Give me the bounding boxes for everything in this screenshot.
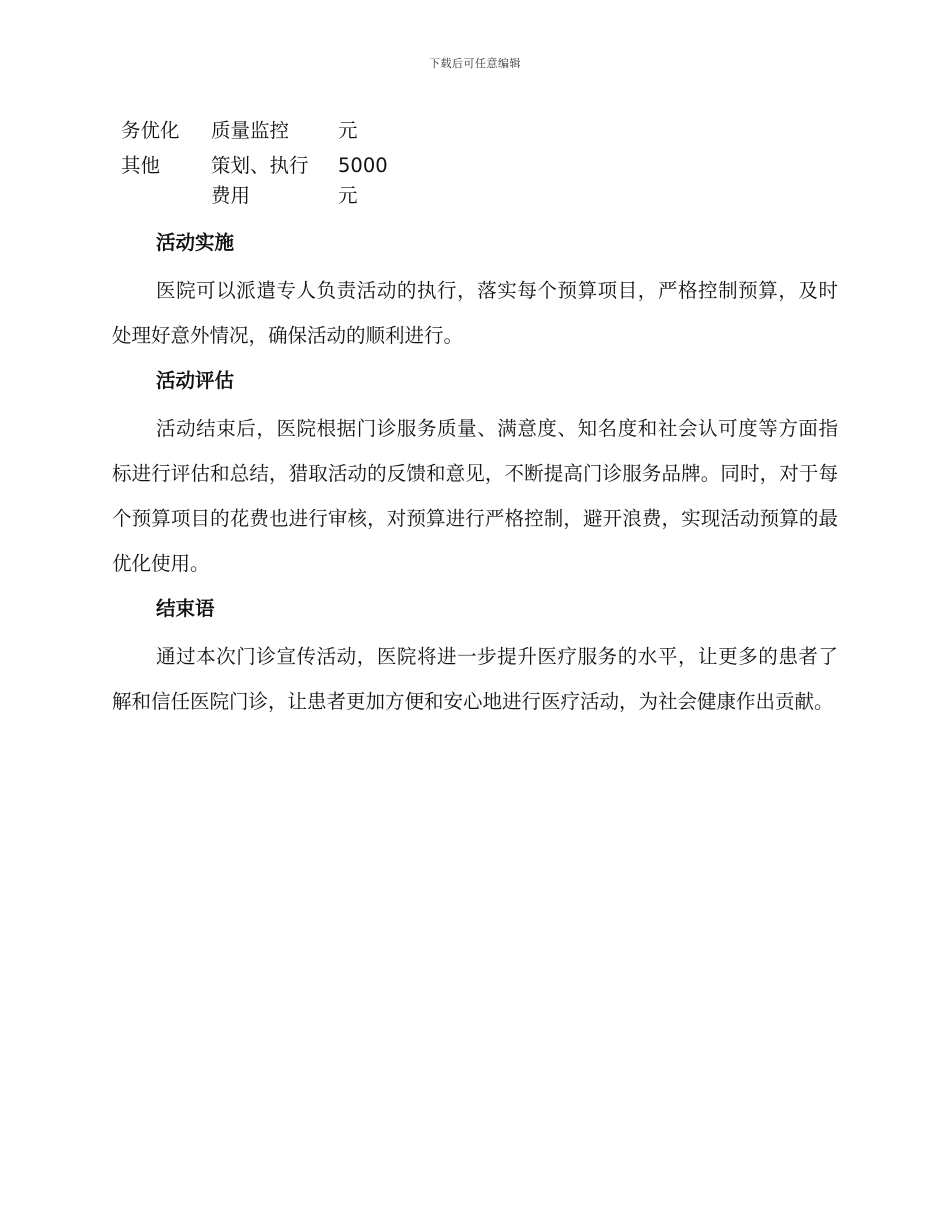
budget-amount-cell: 5000 元 bbox=[338, 154, 388, 207]
table-row bbox=[121, 116, 418, 146]
budget-content-cell: 策划、执行 费用 bbox=[211, 154, 309, 207]
budget-amount-cell: 元 bbox=[338, 119, 358, 142]
page-header-note: 下载后可任意编辑 bbox=[429, 57, 521, 70]
section-heading-evaluation: 活动评估 bbox=[156, 369, 235, 392]
budget-table bbox=[121, 116, 418, 211]
section-paragraph-evaluation: 活动结束后，医院根据门诊服务质量、满意度、知名度和社会认可度等方面指标进行评估和总结，猎取活动的反馈和意见，不断提高门诊服务品牌。同时，对于每个预算项目的花费也进行审核，对预算进行严格控制，避开浪费，实现活动预算的最优化使用。 bbox=[112, 417, 838, 575]
table-row bbox=[121, 151, 418, 211]
section-paragraph-conclusion: 通过本次门诊宣传活动，医院将进一步提升医疗服务的水平，让更多的患者了解和信任医院门诊，让患者更加方便和安心地进行医疗活动，为社会健康作出贡献。 bbox=[112, 645, 838, 713]
document-body bbox=[112, 225, 838, 724]
section-paragraph-implementation: 医院可以派遣专人负责活动的执行，落实每个预算项目，严格控制预算，及时处理好意外情况，确保活动的顺利进行。 bbox=[112, 279, 838, 347]
budget-item-cell: 务优化 bbox=[121, 119, 180, 142]
budget-content-cell: 质量监控 bbox=[211, 119, 290, 142]
section-heading-implementation: 活动实施 bbox=[156, 231, 235, 254]
budget-item-cell: 其他 bbox=[121, 154, 161, 177]
section-heading-conclusion: 结束语 bbox=[156, 597, 215, 620]
